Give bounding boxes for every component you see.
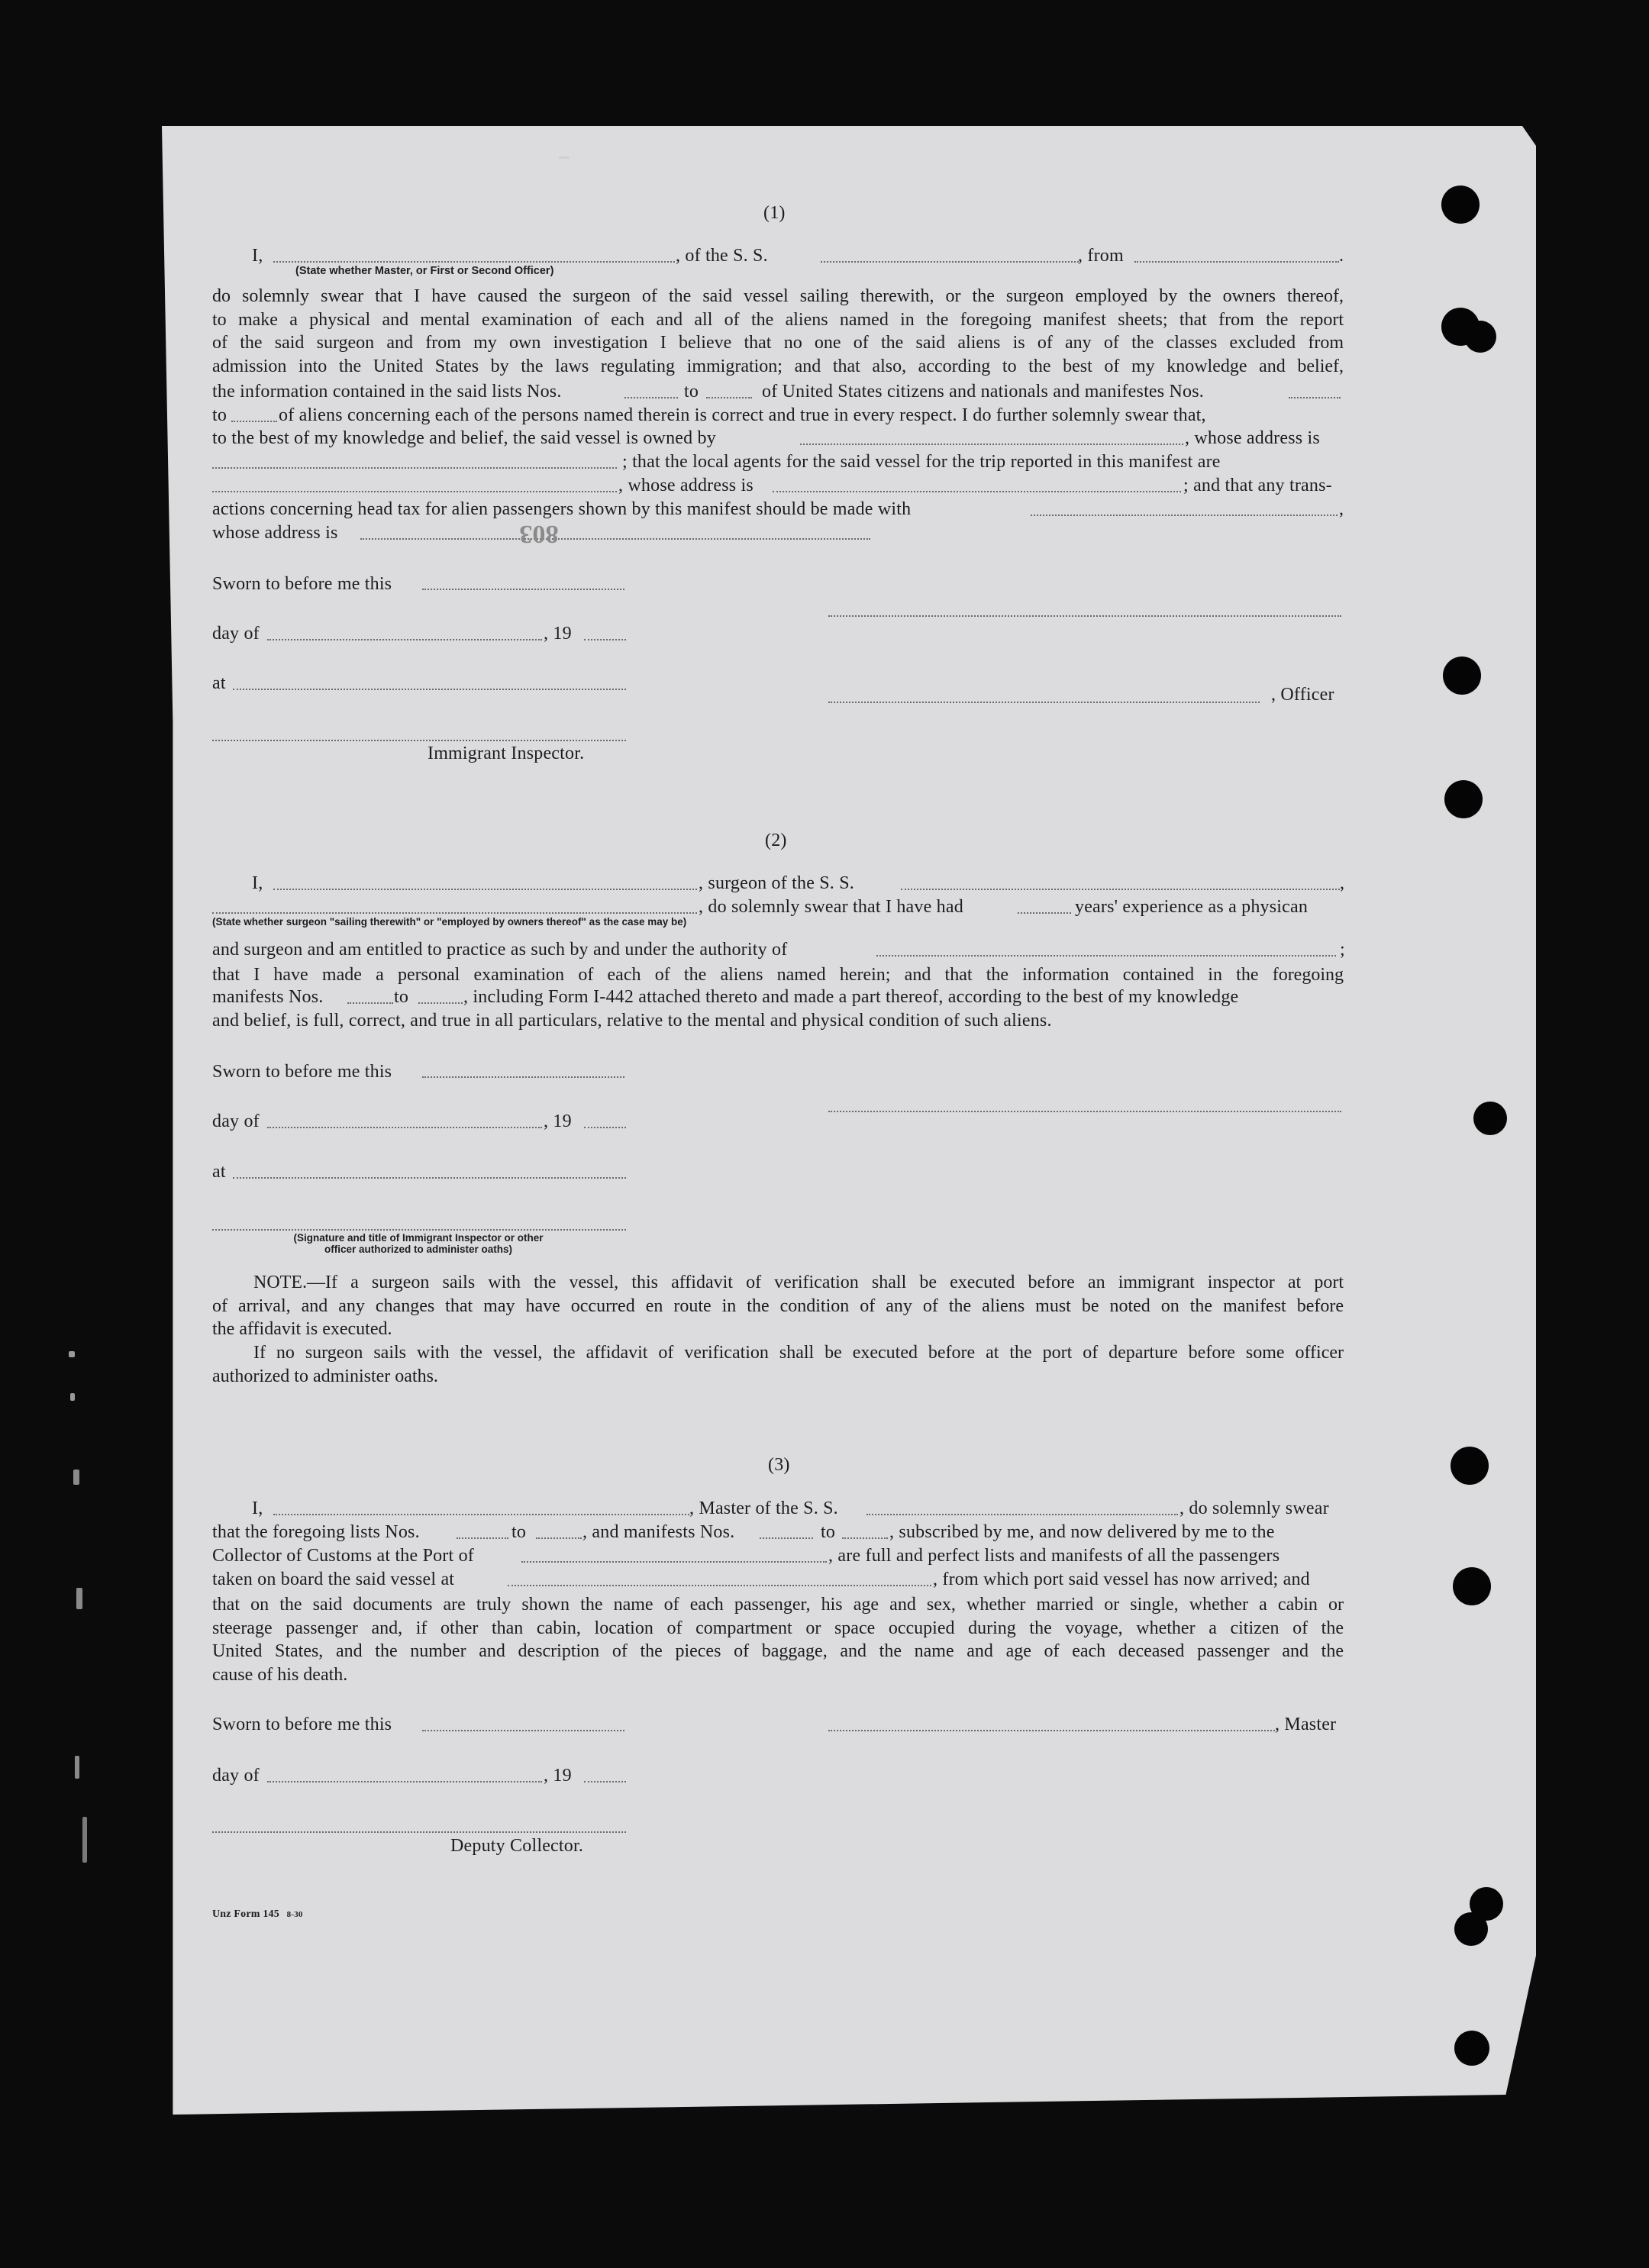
s1-sworn-label: Sworn to before me this bbox=[212, 574, 392, 594]
s3-full-lists-label: , are full and perfect lists and manifests of all the passengers bbox=[828, 1546, 1280, 1566]
s3-sworn-label: Sworn to before me this bbox=[212, 1715, 392, 1734]
scan-mark bbox=[76, 1588, 82, 1609]
s2-year-label: , 19 bbox=[544, 1111, 572, 1131]
s1-sworn-blank[interactable] bbox=[422, 589, 624, 590]
s1-line: of the said surgeon and from my own investigation I believe that no one of the said aliens is of any of the classes excluded from bbox=[212, 333, 1344, 353]
section-number-1: (1) bbox=[763, 203, 786, 223]
s3-line: that on the said documents are truly shown the name of each passenger, his age and sex, whether married or single, whether a cabin or bbox=[212, 1595, 1344, 1615]
scan-mark bbox=[82, 1817, 87, 1863]
s1-aliens-to: to bbox=[212, 405, 228, 425]
s3-manifest-to-blank[interactable] bbox=[842, 1537, 888, 1539]
signature-note-line-1: (Signature and title of Immigrant Inspector or other bbox=[293, 1232, 544, 1244]
headtax-agent-blank[interactable] bbox=[1031, 515, 1338, 516]
s2-manifests-label: manifests Nos. bbox=[212, 987, 324, 1007]
agent-address-blank[interactable] bbox=[773, 491, 1181, 492]
s2-sworn-blank[interactable] bbox=[422, 1076, 624, 1078]
s2-vessel-blank[interactable] bbox=[901, 889, 1340, 890]
s2-surgeon-label: , surgeon of the S. S. bbox=[699, 873, 854, 893]
s3-master-label: , Master of the S. S. bbox=[689, 1499, 838, 1518]
s3-manifest-from-blank[interactable] bbox=[760, 1537, 813, 1539]
s1-owner-address-label: , whose address is bbox=[1185, 428, 1320, 448]
s2-exam-line: that I have made a personal examination of each of the aliens named herein; and that the information contained in the foregoing bbox=[212, 965, 1344, 985]
s2-years-label: years' experience as a physican bbox=[1075, 897, 1309, 917]
punch-hole bbox=[1451, 1447, 1489, 1485]
s2-swear-label: , do solemnly swear that I have had bbox=[699, 897, 963, 917]
s2-authority-end: ; bbox=[1340, 940, 1345, 960]
master-name-blank[interactable] bbox=[273, 1514, 689, 1515]
s1-line: to make a physical and mental examination of each and all of the aliens named in the foregoing manifest sheets; that from the report bbox=[212, 309, 1344, 330]
s1-of-ss-label: , of the S. S. bbox=[676, 246, 768, 266]
s1-inspector-label: Immigrant Inspector. bbox=[428, 744, 585, 763]
s3-taken-label: taken on board the said vessel at bbox=[212, 1570, 455, 1589]
note-line: authorized to administer oaths. bbox=[212, 1366, 438, 1386]
s3-lists-to-blank[interactable] bbox=[536, 1537, 582, 1539]
s1-officer-label: , Officer bbox=[1271, 685, 1334, 705]
s3-lists-from-blank[interactable] bbox=[457, 1537, 508, 1539]
note-line: the affidavit is executed. bbox=[212, 1319, 392, 1339]
s1-inspector-signature-blank[interactable] bbox=[212, 740, 626, 741]
s3-sworn-blank[interactable] bbox=[422, 1730, 624, 1731]
s2-at-label: at bbox=[212, 1162, 226, 1182]
faint-stamp: 803 bbox=[519, 520, 559, 548]
s2-i-label: I, bbox=[252, 873, 263, 893]
form-date: 8-30 bbox=[286, 1910, 303, 1919]
s2-line1-end: , bbox=[1340, 873, 1345, 893]
s1-aliens-text: of aliens concerning each of the persons named therein is correct and true in every respect. I do further solemnly swear that, bbox=[279, 405, 1206, 425]
surgeon-name-blank[interactable] bbox=[273, 889, 697, 890]
s1-line1-end: . bbox=[1339, 246, 1344, 266]
scan-mark bbox=[70, 1393, 75, 1401]
s2-manifest-to-blank[interactable] bbox=[418, 1002, 463, 1004]
punch-hole bbox=[1464, 321, 1496, 353]
note-paragraph-1 bbox=[212, 1271, 1344, 1341]
aliens-to-blank[interactable] bbox=[231, 421, 277, 422]
master-signature-blank[interactable] bbox=[828, 1730, 1275, 1731]
punch-hole bbox=[1444, 780, 1483, 818]
s1-headtax-end: , bbox=[1339, 499, 1344, 519]
signature-note bbox=[243, 1232, 594, 1255]
punch-hole bbox=[1441, 186, 1480, 224]
punch-hole bbox=[1453, 1567, 1491, 1605]
scan-mark bbox=[75, 1756, 79, 1779]
s1-day-blank[interactable] bbox=[267, 639, 542, 640]
s1-lists-to: to bbox=[684, 382, 699, 402]
years-experience-blank[interactable] bbox=[1018, 912, 1071, 914]
s1-headtax-label: actions concerning head tax for alien passengers shown by this manifest should be made with bbox=[212, 499, 912, 519]
note-line: If no surgeon sails with the vessel, the affidavit of verification shall be executed before at the port of departure before some officer bbox=[253, 1343, 1344, 1363]
s3-day-blank[interactable] bbox=[267, 1781, 542, 1782]
s3-year-blank[interactable] bbox=[584, 1781, 626, 1782]
signature-note-line-2: officer authorized to administer oaths) bbox=[324, 1244, 513, 1255]
manifest-no-blank[interactable] bbox=[1289, 397, 1341, 398]
authority-blank[interactable] bbox=[876, 955, 1336, 957]
punch-hole bbox=[1454, 2031, 1489, 2066]
s2-year-blank[interactable] bbox=[584, 1127, 626, 1128]
lists-to-blank[interactable] bbox=[706, 397, 752, 398]
lists-from-blank[interactable] bbox=[624, 397, 678, 398]
s1-owned-label: to the best of my knowledge and belief, the said vessel is owned by bbox=[212, 428, 716, 448]
s3-paragraph bbox=[212, 1593, 1344, 1686]
officer-note: (State whether Master, or First or Second Officer) bbox=[295, 265, 554, 277]
s1-line: admission into the United States by the laws regulating immigration; and that also, according to the best of my knowledge and belief, bbox=[212, 356, 1344, 376]
paper-speck bbox=[559, 156, 570, 159]
punch-hole bbox=[1443, 657, 1481, 695]
vessel-name-blank[interactable] bbox=[821, 261, 1079, 263]
form-number bbox=[212, 1908, 303, 1921]
note-paragraph-2 bbox=[212, 1341, 1344, 1388]
s2-belief-line: and belief, is full, correct, and true in all particulars, relative to the mental and physical condition of such aliens. bbox=[212, 1011, 1052, 1031]
s3-collector-label: Collector of Customs at the Port of bbox=[212, 1546, 474, 1566]
s2-day-blank[interactable] bbox=[267, 1127, 542, 1128]
s3-master-sig-label: , Master bbox=[1275, 1715, 1337, 1734]
s1-agents-label: ; that the local agents for the said vessel for the trip reported in this manifest are bbox=[622, 452, 1221, 472]
from-port-blank[interactable] bbox=[1134, 261, 1339, 263]
section-number-2: (2) bbox=[765, 831, 787, 850]
section-number-3: (3) bbox=[768, 1455, 790, 1475]
s2-exam-paragraph bbox=[212, 963, 1344, 987]
collector-signature-blank[interactable] bbox=[212, 1831, 626, 1833]
s2-authority-label: and surgeon and am entitled to practice as such by and under the authority of bbox=[212, 940, 788, 960]
s2-at-blank[interactable] bbox=[233, 1177, 626, 1179]
s1-lists-citizens: of United States citizens and nationals and manifestes Nos. bbox=[762, 382, 1204, 402]
s2-manifests-to: to bbox=[394, 987, 409, 1007]
s3-line: cause of his death. bbox=[212, 1664, 348, 1685]
s3-line: steerage passenger and, if other than cabin, location of compartment or space occupied during the voyage, whether a citizen of the bbox=[212, 1618, 1344, 1638]
embark-port-blank[interactable] bbox=[508, 1585, 931, 1586]
officer-name-blank[interactable] bbox=[273, 261, 675, 263]
s2-inspector-signature-blank[interactable] bbox=[212, 1229, 626, 1231]
s1-from-label: , from bbox=[1078, 246, 1124, 266]
agents-blank[interactable] bbox=[212, 491, 617, 492]
s3-manifests-to: to bbox=[821, 1522, 836, 1542]
s1-at-label: at bbox=[212, 673, 226, 693]
s1-at-blank[interactable] bbox=[233, 689, 626, 690]
s3-line: United States, and the number and description of the pieces of baggage, and the name and age of each deceased passenger and the bbox=[212, 1641, 1344, 1661]
owner-blank[interactable] bbox=[800, 444, 1183, 445]
headtax-address-blank[interactable] bbox=[360, 538, 870, 540]
s3-year-label: , 19 bbox=[544, 1766, 572, 1786]
s3-i-label: I, bbox=[252, 1499, 263, 1518]
scan-mark bbox=[69, 1351, 75, 1357]
form-id: Unz Form 145 bbox=[212, 1908, 279, 1920]
s3-manifests-label: , and manifests Nos. bbox=[582, 1522, 735, 1542]
s1-officer-signature-blank[interactable] bbox=[828, 615, 1341, 617]
s3-subscribed-label: , subscribed by me, and now delivered by me to the bbox=[889, 1522, 1275, 1542]
punch-hole bbox=[1473, 1102, 1507, 1135]
s3-arrived-label: , from which port said vessel has now arrived; and bbox=[933, 1570, 1310, 1589]
s2-form-i442-text: , including Form I-442 attached thereto and made a part thereof, according to the best of my knowledge bbox=[463, 987, 1239, 1007]
sailing-note: (State whether surgeon "sailing therewith" or "employed by owners thereof" as the case may be) bbox=[212, 916, 687, 928]
surgeon-status-blank[interactable] bbox=[212, 912, 697, 914]
s2-manifest-from-blank[interactable] bbox=[347, 1002, 393, 1004]
s1-day-label: day of bbox=[212, 624, 260, 644]
s1-line: do solemnly swear that I have caused the surgeon of the said vessel sailing therewith, or the surgeon employed by the owners thereof, bbox=[212, 286, 1344, 306]
s2-sworn-label: Sworn to before me this bbox=[212, 1062, 392, 1082]
s1-officer-name-blank[interactable] bbox=[828, 702, 1260, 703]
s1-agent-address-label: , whose address is bbox=[618, 476, 754, 495]
note-line: NOTE.—If a surgeon sails with the vessel, this affidavit of verification shall be executed before an immigrant inspector at port bbox=[253, 1273, 1344, 1292]
owner-address-blank[interactable] bbox=[212, 467, 617, 469]
s1-year-blank[interactable] bbox=[584, 639, 626, 640]
punch-hole bbox=[1454, 1912, 1488, 1946]
port-blank[interactable] bbox=[521, 1561, 827, 1563]
note-line: of arrival, and any changes that may have occurred en route in the condition of any of the aliens must be noted on the manifest before bbox=[212, 1295, 1344, 1316]
s3-swear-label: , do solemnly swear bbox=[1179, 1499, 1329, 1518]
s2-day-label: day of bbox=[212, 1111, 260, 1131]
s3-collector-label: Deputy Collector. bbox=[450, 1836, 584, 1856]
s1-whose-address-label: whose address is bbox=[212, 523, 338, 543]
s1-lists-label: the information contained in the said lists Nos. bbox=[212, 382, 562, 402]
s2-surgeon-signature-blank[interactable] bbox=[828, 1111, 1341, 1112]
s3-day-label: day of bbox=[212, 1766, 260, 1786]
s3-lists-to: to bbox=[511, 1522, 527, 1542]
scan-mark bbox=[73, 1470, 79, 1485]
s3-lists-label: that the foregoing lists Nos. bbox=[212, 1522, 420, 1542]
s1-year-label: , 19 bbox=[544, 624, 572, 644]
s1-i-label: I, bbox=[252, 246, 263, 266]
s1-transactions-label: ; and that any trans- bbox=[1183, 476, 1332, 495]
s3-vessel-blank[interactable] bbox=[866, 1514, 1178, 1515]
